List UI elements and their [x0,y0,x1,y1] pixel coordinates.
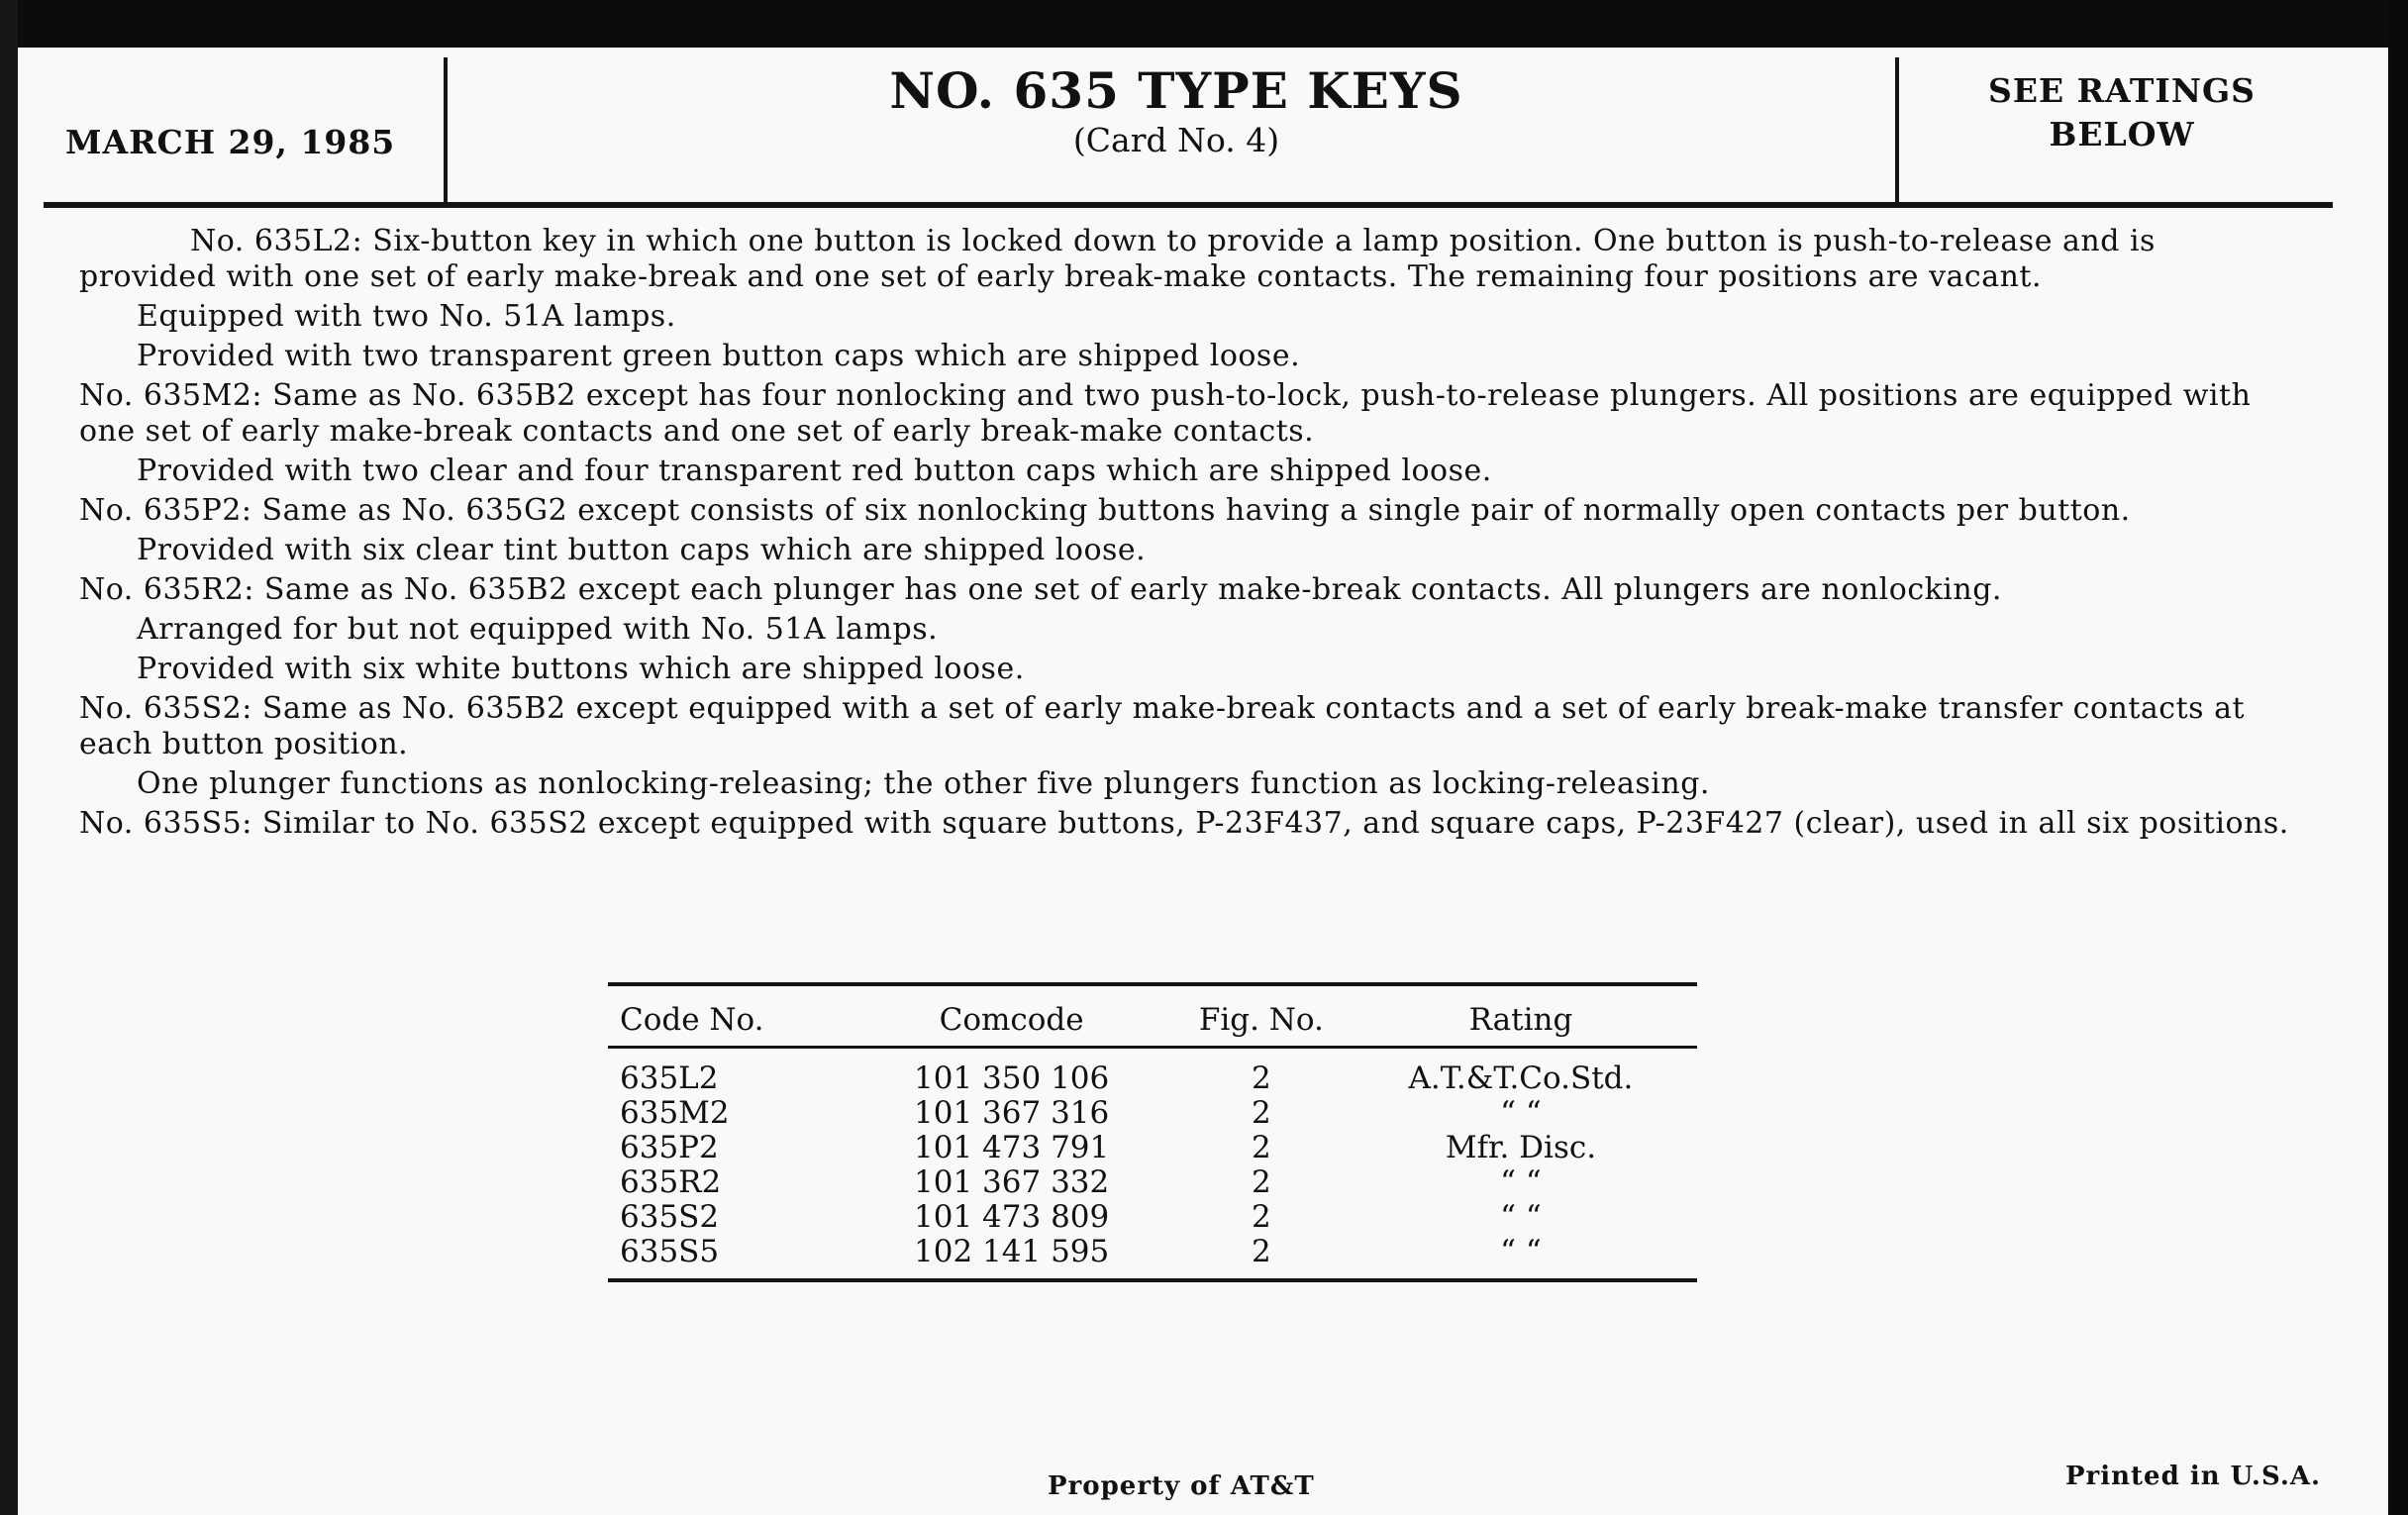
entry-note: Equipped with two No. 51A lamps. [137,299,676,334]
scan-top-border [0,0,2408,48]
cell-rating: “ “ [1500,1233,1542,1269]
header-rating: Rating [1468,1002,1573,1038]
cell-rating: A.T.&T.Co.Std. [1408,1060,1634,1096]
entry-635P2 [79,493,2297,568]
entry-635S2 [79,691,2297,802]
entry-description: No. 635L2: Six-button key in which one button is locked down to provide a lamp position. One button is push-to-release and is provided with one set of early make-break and one set of early break-make contacts. The remaining four positions are vacant. [79,224,2156,294]
issue-date: MARCH 29, 1985 [65,123,396,161]
cell-code: 635L2 [620,1060,719,1096]
ratings-line-1: SEE RATINGS [1987,71,2257,110]
cell-comcode: 102 141 595 [914,1233,1110,1269]
table-row [608,1060,1697,1095]
scan-left-border [0,0,18,1515]
cell-comcode: 101 350 106 [914,1060,1110,1096]
entry-635M2 [79,378,2297,489]
cell-code: 635R2 [620,1163,722,1200]
entry-note: One plunger functions as nonlocking-releasing; the other five plungers function as locking-releasing. [137,766,1710,801]
header-fig-no: Fig. No. [1198,1002,1324,1038]
entry-description: No. 635S2: Same as No. 635B2 except equipped with a set of early make-break contacts and a set of early break-make transfer contacts at each button position. [79,691,2246,761]
property-notice: Property of AT&T [1048,1471,1315,1501]
table-row [608,1234,1697,1268]
entry-description: No. 635M2: Same as No. 635B2 except has four nonlocking and two push-to-lock, push-to-release plungers. All positions are equipped with one set of early make-break contacts and one set of early break-make contacts. [79,378,2252,449]
printed-notice: Printed in U.S.A. [2065,1462,2322,1491]
cell-comcode: 101 473 791 [914,1129,1110,1165]
cell-fig: 2 [1251,1233,1271,1269]
cell-rating: “ “ [1500,1198,1542,1235]
header-code-no: Code No. [620,1002,764,1038]
cell-comcode: 101 367 332 [914,1163,1110,1200]
entry-note: Arranged for but not equipped with No. 51A lamps. [137,612,939,647]
entry-description: No. 635R2: Same as No. 635B2 except each plunger has one set of early make-break contacts. All plungers are nonlocking. [79,572,2002,607]
cell-fig: 2 [1251,1060,1271,1096]
table-top-rule [608,982,1697,986]
ratings-note [1919,69,2325,156]
entry-635R2 [79,572,2297,687]
scan-right-border [2388,0,2408,1515]
document-card [18,48,2388,1515]
table-header-row [608,994,1697,1046]
ratings-table [608,982,1697,1282]
cell-rating: “ “ [1500,1163,1542,1200]
cell-rating: Mfr. Disc. [1445,1129,1597,1165]
entry-note: Provided with six clear tint button caps which are shipped loose. [137,533,1147,567]
entry-635L2 [79,224,2297,374]
header-comcode: Comcode [939,1002,1084,1038]
entry-description: No. 635S5: Similar to No. 635S2 except equipped with square buttons, P-23F437, and square caps, P-23F427 (clear), used in all six positions. [79,806,2289,841]
cell-code: 635M2 [620,1094,730,1131]
entry-note: Provided with two clear and four transparent red button caps which are shipped loose. [137,454,1492,488]
cell-fig: 2 [1251,1129,1271,1165]
cell-fig: 2 [1251,1163,1271,1200]
entry-note: Provided with two transparent green button caps which are shipped loose. [137,339,1301,373]
cell-code: 635S2 [620,1198,720,1235]
entry-635S5 [79,806,2297,842]
entry-note: Provided with six white buttons which are shipped loose. [137,652,1025,686]
description-body [79,224,2297,846]
cell-code: 635P2 [620,1129,719,1165]
header-divider-left [444,57,448,202]
table-header-rule [608,1046,1697,1049]
card-number: (Card No. 4) [1072,121,1280,159]
table-bottom-rule [608,1278,1697,1282]
cell-rating: “ “ [1500,1094,1542,1131]
cell-comcode: 101 473 809 [914,1198,1110,1235]
page-title: NO. 635 TYPE KEYS [889,61,1463,120]
table-row [608,1199,1697,1234]
table-row [608,1164,1697,1199]
table-row [608,1095,1697,1130]
ratings-line-2: BELOW [2049,115,2195,153]
cell-fig: 2 [1251,1198,1271,1235]
header-rule [44,202,2333,208]
entry-description: No. 635P2: Same as No. 635G2 except consists of six nonlocking buttons having a single pair of normally open contacts per button. [79,493,2131,528]
cell-code: 635S5 [620,1233,720,1269]
table-row [608,1130,1697,1164]
cell-comcode: 101 367 316 [914,1094,1110,1131]
cell-fig: 2 [1251,1094,1271,1131]
